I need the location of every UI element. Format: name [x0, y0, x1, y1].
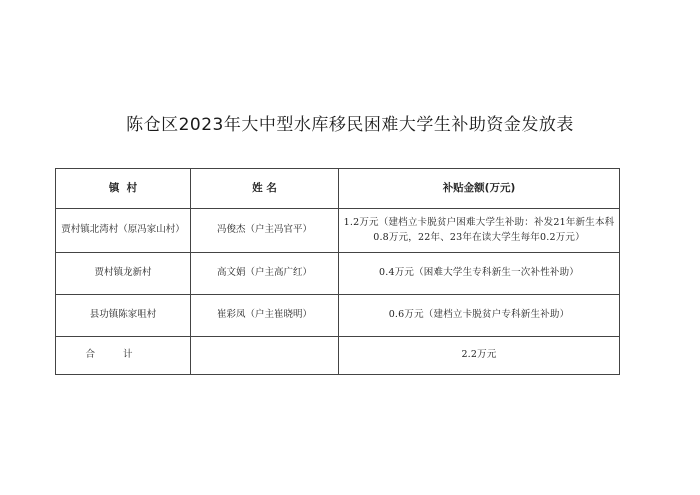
cell-name: 冯俊杰（户主冯官平）: [191, 209, 339, 253]
cell-town: 县功镇陈家咀村: [56, 295, 191, 337]
total-name: [191, 337, 339, 375]
document-title: 陈仓区2023年大中型水库移民困难大学生补助资金发放表: [126, 115, 574, 135]
cell-name: 崔彩凤（户主崔晓明）: [191, 295, 339, 337]
cell-amount: 0.6万元（建档立卡脱贫户专科新生补助）: [339, 295, 620, 337]
cell-amount: 1.2万元（建档立卡脱贫户困难大学生补助：补发21年新生本科0.8万元，22年、23年在读大学生每年0.2万元）: [339, 209, 620, 253]
cell-name: 高文娟（户主高广红）: [191, 253, 339, 295]
cell-amount: 0.4万元（困难大学生专科新生一次补性补助）: [339, 253, 620, 295]
subsidy-table: [55, 168, 620, 375]
cell-town: 贾村镇龙新村: [56, 253, 191, 295]
table-row: [56, 209, 620, 253]
header-name: 姓 名: [191, 169, 339, 209]
cell-town: 贾村镇北湾村（原冯家山村）: [56, 209, 191, 253]
table-header-row: [56, 169, 620, 209]
header-town: 镇 村: [56, 169, 191, 209]
header-amount: 补贴金额(万元): [339, 169, 620, 209]
total-row: [56, 337, 620, 375]
table-row: [56, 295, 620, 337]
total-label: 合计: [56, 337, 191, 375]
total-amount: 2.2万元: [339, 337, 620, 375]
table-row: [56, 253, 620, 295]
